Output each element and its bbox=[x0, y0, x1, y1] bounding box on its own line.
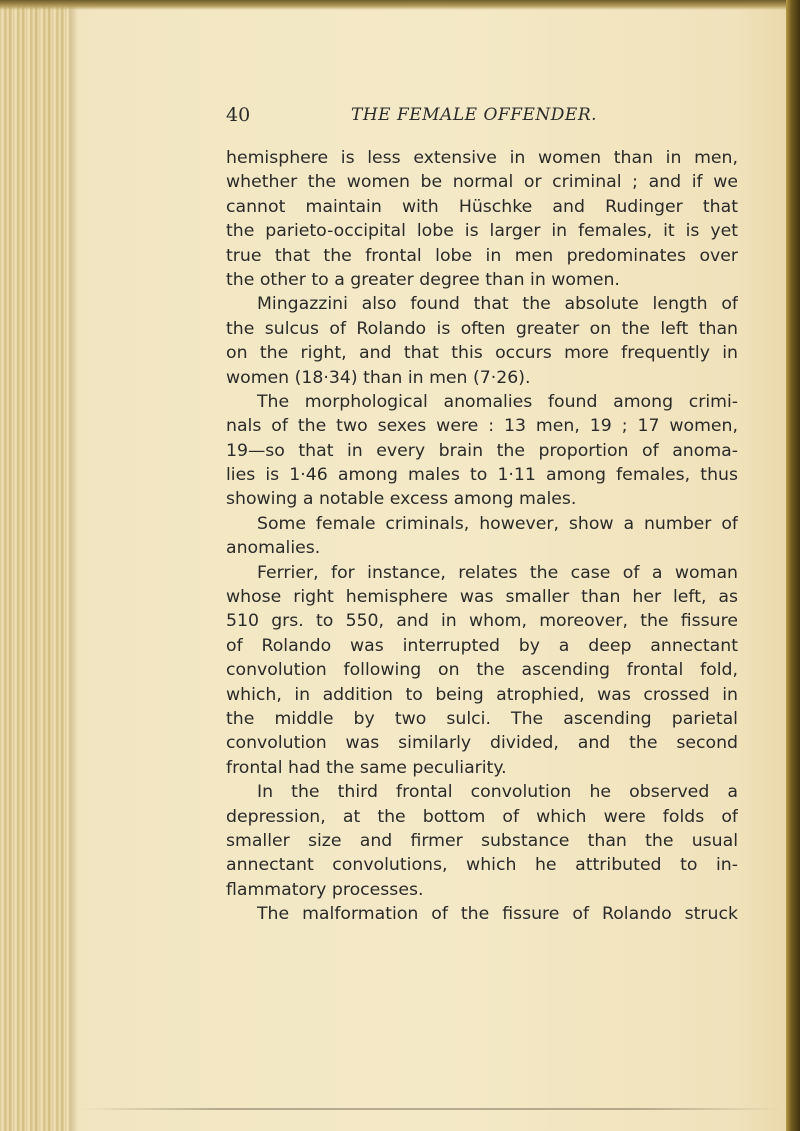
text-line: frontal had the same peculiarity. bbox=[226, 757, 507, 778]
text-line: cannot maintain with Hüschke and Rudinger that bbox=[226, 196, 738, 217]
text-line: which, in addition to being atrophied, was crossed in bbox=[226, 684, 738, 705]
page-edges-left bbox=[0, 0, 70, 1131]
text-line: The malformation of the fissure of Rolando struck bbox=[257, 904, 738, 925]
text-line: Mingazzini also found that the absolute length of bbox=[257, 294, 738, 315]
text-line: depression, at the bottom of which were folds of bbox=[226, 806, 738, 827]
text-line: the parieto-occipital lobe is larger in females, it is yet bbox=[226, 221, 738, 242]
text-line: The morphological anomalies found among crimi- bbox=[257, 391, 738, 412]
text-line: the other to a greater degree than in women. bbox=[226, 269, 620, 290]
running-title: THE FEMALE OFFENDER. bbox=[351, 105, 598, 125]
text-line: flammatory processes. bbox=[226, 879, 424, 900]
text-line: the sulcus of Rolando is often greater on the left than bbox=[226, 318, 738, 339]
text-line: annectant convolutions, which he attributed to in- bbox=[226, 855, 738, 876]
text-line: In the third frontal convolution he observed a bbox=[257, 782, 738, 803]
body-text bbox=[226, 146, 738, 927]
text-line: 510 grs. to 550, and in whom, moreover, the fissure bbox=[226, 611, 738, 632]
page-edge-top bbox=[0, 0, 800, 10]
text-line: Some female criminals, however, show a number of bbox=[257, 513, 738, 534]
page-number: 40 bbox=[226, 104, 251, 126]
cover-edge-right bbox=[786, 0, 800, 1131]
text-line: true that the frontal lobe in men predominates over bbox=[226, 245, 738, 266]
text-line: showing a notable excess among males. bbox=[226, 489, 577, 510]
text-line: the middle by two sulci. The ascending parietal bbox=[226, 708, 738, 729]
text-line: hemisphere is less extensive in women than in men, bbox=[226, 148, 738, 168]
text-line: smaller size and firmer substance than the usual bbox=[226, 830, 738, 851]
text-line: whose right hemisphere was smaller than her left, as bbox=[226, 587, 738, 608]
text-line: anomalies. bbox=[226, 538, 321, 559]
text-line: Ferrier, for instance, relates the case of a woman bbox=[257, 562, 738, 583]
page-bottom-edge bbox=[80, 1108, 780, 1110]
text-line: lies is 1·46 among males to 1·11 among females, thus bbox=[226, 465, 738, 486]
text-line: nals of the two sexes were : 13 men, 19 ; 17 women, bbox=[226, 416, 738, 437]
text-line: 19—so that in every brain the proportion of anoma- bbox=[226, 440, 738, 461]
text-line: convolution was similarly divided, and the second bbox=[226, 733, 738, 754]
text-line: women (18·34) than in men (7·26). bbox=[226, 367, 531, 388]
text-line: of Rolando was interrupted by a deep annectant bbox=[226, 635, 738, 656]
page-header bbox=[226, 104, 606, 132]
text-line: convolution following on the ascending frontal fold, bbox=[226, 660, 738, 681]
text-line: whether the women be normal or criminal ; and if we bbox=[226, 172, 738, 193]
text-line: on the right, and that this occurs more frequently in bbox=[226, 343, 738, 364]
